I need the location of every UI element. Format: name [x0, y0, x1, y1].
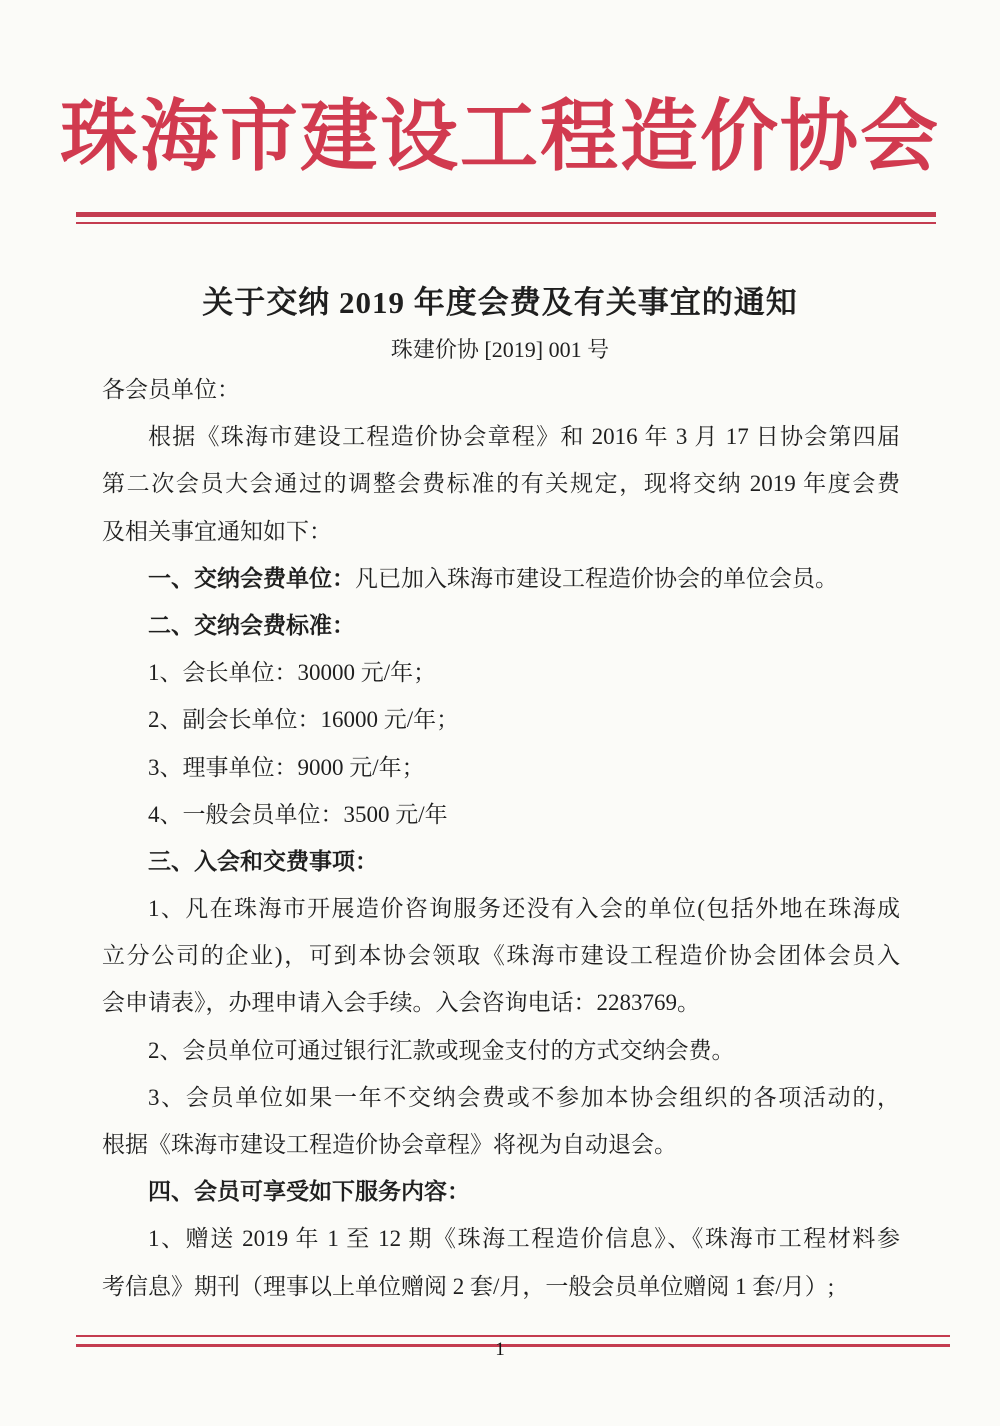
body-line: [102, 696, 900, 743]
body-line: [102, 791, 900, 838]
body-run: 立分公司的企业)，可到本协会领取《珠海市建设工程造价协会团体会员入: [102, 943, 900, 969]
body-run: 考信息》期刊（理事以上单位赠阅 2 套/月，一般会员单位赠阅 1 套/月）;: [102, 1273, 835, 1299]
footer-rule-thin: [76, 1335, 950, 1337]
page-number: 1: [495, 1339, 505, 1360]
body-run-bold: 四、会员可享受如下服务内容：: [148, 1179, 470, 1205]
body-line: [102, 460, 900, 507]
body-run: 1、会长单位：30000 元/年；: [148, 660, 437, 686]
body-line: [102, 838, 900, 885]
doc-number: 珠建价协 [2019] 001 号: [390, 337, 610, 362]
header-rule-thin: [76, 222, 936, 224]
body-line: [102, 1027, 900, 1074]
body-run: 2、会员单位可通过银行汇款或现金支付的方式交纳会费。: [148, 1037, 735, 1063]
body-line: [102, 366, 900, 413]
body-run: 根据《珠海市建设工程造价协会章程》和 2016 年 3 月 17 日协会第四届: [148, 424, 900, 450]
body-line: [102, 1074, 900, 1121]
body-run: 2、副会长单位：16000 元/年；: [148, 707, 460, 733]
body-line: [102, 1168, 900, 1215]
body-line: [102, 885, 900, 932]
body-line: [102, 744, 900, 791]
body-run: 根据《珠海市建设工程造价协会章程》将视为自动退会。: [102, 1132, 677, 1157]
body-run: 凡已加入珠海市建设工程造价协会的单位会员。: [355, 565, 838, 591]
body-line: [102, 649, 900, 696]
body-line: [102, 602, 900, 649]
body-line: [102, 1121, 900, 1168]
body-run: 各会员单位：: [102, 377, 240, 402]
body-text: [102, 366, 900, 1310]
org-name-header: 珠海市建设工程造价协会: [59, 93, 940, 180]
body-run: 1、凡在珠海市开展造价咨询服务还没有入会的单位(包括外地在珠海成: [148, 896, 900, 922]
body-run-bold: 三、入会和交费事项：: [148, 848, 378, 874]
body-line: [102, 413, 900, 460]
body-run: 3、会员单位如果一年不交纳会费或不参加本协会组织的各项活动的，: [148, 1084, 900, 1110]
body-run: 会申请表》，办理申请入会手续。入会咨询电话：2283769。: [102, 990, 700, 1016]
body-run: 3、理事单位：9000 元/年；: [148, 754, 425, 780]
body-run: 4、一般会员单位：3500 元/年: [148, 801, 448, 827]
body-run-bold: 一、交纳会费单位：: [148, 565, 355, 591]
body-run: 第二次会员大会通过的调整会费标准的有关规定，现将交纳 2019 年度会费: [102, 471, 900, 497]
body-line: [102, 1215, 900, 1262]
body-line: [102, 508, 900, 555]
body-run-bold: 二、交纳会费标准：: [148, 612, 355, 638]
notice-title: 关于交纳 2019 年度会费及有关事宜的通知: [202, 285, 798, 320]
body-line: [102, 932, 900, 979]
body-line: [102, 555, 900, 602]
body-line: [102, 979, 900, 1026]
header-rule-thick: [76, 212, 936, 217]
body-line: [102, 1263, 900, 1310]
body-run: 1、赠送 2019 年 1 至 12 期《珠海工程造价信息》、《珠海市工程材料参: [148, 1226, 900, 1252]
body-run: 及相关事宜通知如下：: [102, 518, 332, 544]
